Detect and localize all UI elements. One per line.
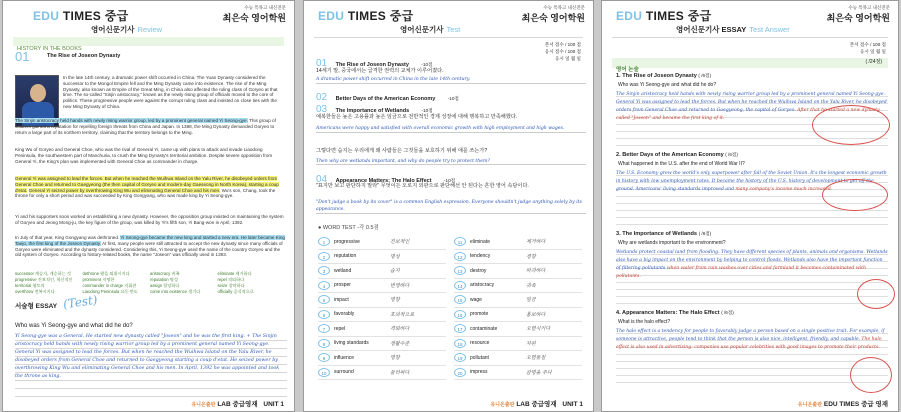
footer-lab: EDU TIMES 중급 영재 — [823, 401, 888, 408]
essay-item-title: The Rise of Joseon Dynasty — [622, 73, 697, 79]
essay-item-heading — [616, 310, 888, 316]
question-title: The Importance of Wetlands — [335, 108, 410, 114]
word-answer-handwritten: 호의적으로 — [390, 311, 415, 318]
page-footer — [191, 399, 284, 408]
meta-label: 응시 점수 — [544, 49, 564, 54]
essay-label: 서술형 ESSAY — [15, 303, 58, 310]
page-footer — [490, 399, 583, 408]
meta-label: 본서 점수 — [544, 42, 564, 47]
brand-level: 중급 — [104, 9, 129, 23]
page-footer — [798, 399, 888, 408]
vocab-item: officially 공식적으로 — [217, 289, 254, 294]
page-essay-answer — [601, 0, 899, 412]
word-answer-handwritten: 홍보하다 — [526, 311, 546, 318]
meta-row — [545, 48, 581, 55]
academy-name: 최은숙 영어학원 — [521, 13, 585, 23]
footer-lab: LAB 중급영재 — [516, 401, 557, 408]
question-number: 03 — [316, 104, 328, 115]
word-row — [318, 351, 446, 366]
essay-item-heading — [616, 152, 888, 158]
essay-item-answer-handwritten — [616, 248, 888, 304]
vocab-item: overthrow 전복시키다 — [15, 289, 55, 294]
essay-item-question: What happened in the U.S. after the end of World War II? — [618, 161, 745, 167]
article-title: The Rise of Joseon Dynasty — [47, 53, 121, 59]
vocab-item: territorial 영토의 — [15, 283, 45, 288]
correction-circle — [850, 357, 892, 393]
meta-value: 월 일 — [875, 49, 886, 54]
word-row — [454, 366, 582, 381]
page-title-text: 영어신문기사 — [400, 25, 444, 34]
word-english: wage — [470, 296, 482, 303]
question-points: -10점 — [444, 178, 456, 183]
word-answer-handwritten: 둘러싸다 — [390, 369, 410, 376]
word-english: living standards — [334, 340, 369, 347]
word-row — [318, 308, 446, 323]
footer-unit: UNIT 1 — [263, 401, 284, 408]
page-title-text: 영어신문기사 ESSAY — [676, 25, 747, 34]
test-stamp: (Test) — [62, 292, 99, 312]
word-row — [318, 322, 446, 337]
brand-logo — [33, 7, 129, 24]
word-answer-handwritten: 임금 — [526, 297, 536, 304]
word-row — [454, 337, 582, 352]
score-meta — [545, 41, 581, 62]
article-para-1: In the late 14th century, a dramatic power shift occurred in China. The Yuan Dynasty considered the successor to the Mongol Empire fell and the Ming Dynasty came into existence. The rise of the Ming Dynasty, also known as Empire of the Great Ming, in China also affected the ruling class of Goryeo at that time. The so-called "Sinjin aristocracy," known as the newly rising group of officials moved to the core of politics. These progressive people were against the corrupt ruling class and insisted on close ties with the new Ming Dynasty of China. — [63, 75, 278, 109]
meta-label: 응시 일 — [859, 49, 875, 54]
tagline: 수능 특목고 내신전문 — [244, 5, 286, 10]
word-number: 8 — [318, 339, 330, 348]
page-header — [304, 1, 593, 23]
highlight-general-yi: General Yi was assigned to lead the forces. But when he reached the Wuihwa Island on the Yalu River, he disobeyed orders from General Choe and returned to Gaegyeong (the then capital of Goryeo and modern-day Gaeseong in North Korea), starting a coup d'etat. — [15, 176, 279, 193]
word-number: 17 — [454, 324, 466, 333]
student-answer: Wetlands protect coastal land from flooding. They have different species of plants, animals and organisms. Wetlands also have a big impact on the environment by helping to control floods. Wetlands also have the important function of filtering pollutants — [616, 250, 888, 271]
answer-handwritten: A dramatic power shift occurred in China in the late 14th century. — [316, 77, 586, 84]
essay-item-question: Why are wetlands important to the environment? — [618, 240, 726, 246]
essay-question: Who was Yi Seong-gye and what did he do? — [15, 323, 133, 329]
vocab-item: commander in charge 지휘관 — [82, 283, 137, 288]
word-number: 13 — [454, 266, 466, 275]
word-row — [318, 250, 446, 265]
student-answer: The Sinjin aristocracy held hands with newly rising warrior group led by a prominent general named Yi Seong-gye. General Yi was assigned to lead the forces. But when he reached the Wuihwa Island on the Yalu River, he disobeyed orders from General Choe and returned to Gaegyeong, the capital of Goryeo. — [616, 92, 887, 113]
word-number: 3 — [318, 266, 330, 275]
article-para-3 — [15, 176, 285, 212]
vocab-item: come into existence 생기다 — [150, 289, 201, 294]
question-title: The Rise of Joseon Dynasty — [335, 62, 409, 68]
academy-name: 최은숙 영어학원 — [222, 13, 286, 23]
essay-item-heading — [616, 73, 888, 79]
question-korean: 14세기 말, 중국에서는 급격한 권력의 교체가 이루어졌다. — [316, 68, 444, 74]
teacher-correction: After that he started a new dynasty called "Joseon" and became the first king of it. — [616, 108, 880, 121]
brand-times: TIMES — [62, 9, 102, 23]
page-kind: Test Answer — [749, 25, 790, 34]
meta-value: / 100 점 — [565, 49, 581, 54]
para-3-tail: Wu's son, Chang, took the throne for only a short period and was succeeded by King Gongyang, who was made king by Yi Seong-gye. — [15, 187, 276, 199]
correction-circle — [812, 105, 890, 145]
word-english: impact — [334, 296, 349, 303]
footer-publisher: 유니온출판 — [191, 402, 216, 408]
brand-edu: EDU — [33, 9, 60, 23]
question-number: 01 — [316, 58, 328, 69]
article-number: 01 — [15, 49, 30, 64]
word-english: influence — [334, 354, 355, 361]
word-english: favorably — [334, 311, 355, 318]
meta-row — [545, 55, 581, 62]
word-number: 5 — [318, 295, 330, 304]
word-english: wetland — [334, 267, 352, 274]
highlight-seized-power: General Yi seized power by overthrowing King Wu and eliminating General Choe and his men. — [28, 187, 221, 193]
page-header — [602, 1, 898, 23]
vocab-grid — [15, 271, 285, 295]
word-number: 10 — [318, 368, 330, 377]
word-number: 4 — [318, 281, 330, 290]
word-number: 6 — [318, 310, 330, 319]
brand-logo — [318, 7, 414, 24]
page-test — [303, 0, 594, 412]
page-title — [400, 24, 460, 35]
brand-times: TIMES — [347, 9, 387, 23]
word-answer-handwritten: 명성 — [390, 253, 400, 260]
word-row — [454, 322, 582, 337]
word-answer-handwritten: 생활수준 — [390, 340, 410, 347]
word-number: 18 — [454, 339, 466, 348]
word-test-label: WORD TEST -각 0.5점 — [322, 225, 379, 231]
essay-item-score: ( /6점) — [721, 310, 734, 315]
essay-item-question: Who was Yi Seong-gye and what did he do? — [618, 82, 717, 88]
para-1-tail: This group of soldiers gained a reputation for repelling foreign threats from China and Japan. In 1388, the Ming Dynasty demanded Goryeo to return a large part of its northern territory, claiming that the territory belongs to the Ming. — [15, 118, 276, 135]
meta-label: 본서 점수 — [849, 42, 869, 47]
word-row — [318, 264, 446, 279]
question-title: Better Days of the American Economy — [335, 96, 436, 102]
word-number: 11 — [454, 237, 466, 246]
word-answer-handwritten: 영향 — [390, 297, 400, 304]
essay-item-number: 1. — [616, 73, 621, 79]
word-answer-handwritten: 자원 — [526, 340, 536, 347]
word-answer-handwritten: 오염물질 — [526, 355, 546, 362]
teacher-correction: when water from rain washes over cities and farmland it becomes contaminated with pollutants. — [616, 266, 866, 279]
article-para-5 — [15, 235, 285, 269]
word-answer-handwritten: 오염시키다 — [526, 326, 551, 333]
word-answer-handwritten: 번영하다 — [390, 282, 410, 289]
meta-row — [850, 41, 886, 48]
word-number: 19 — [454, 353, 466, 362]
essay-item — [616, 231, 888, 310]
vocab-item: progressive 진보적인, 혁신적인 — [15, 277, 73, 282]
tagline: 수능 특목고 내신전문 — [848, 5, 890, 10]
answer-handwritten: Americans were happy and satisfied with overall economic growth with high employment and high wages. — [316, 125, 586, 133]
page-title — [676, 24, 790, 35]
section-label: 영어 논술 — [616, 67, 639, 73]
page-header — [3, 1, 294, 23]
word-english: contaminate — [470, 325, 498, 332]
word-answer-handwritten: 진보적인 — [390, 239, 410, 246]
word-row — [318, 279, 446, 294]
question-number: 04 — [316, 174, 328, 185]
vocab-item: Liaodong Peninsula 요동 반도 — [82, 289, 138, 294]
word-answer-handwritten: 제거하다 — [526, 239, 546, 246]
essay-item-number: 2. — [616, 152, 621, 158]
footer-publisher: 유니온출판 — [490, 402, 515, 408]
question-points: -10점 — [447, 96, 459, 101]
brand-edu: EDU — [616, 9, 643, 23]
total-score: ( /24점) — [865, 59, 882, 65]
word-number: 9 — [318, 353, 330, 362]
word-english: tendency — [470, 253, 491, 260]
article-para-4: Yi and his supporters soon worked on establishing a new dynasty. However, the opposition group insisted on maintaining the system of Goryeo and Jeong Mong-ju, the key figure of the group, was killed by Yi's fifth son, Yi Bang-won in April, 1392. — [15, 214, 284, 225]
vocab-item: dethrone 왕을 퇴위시키다 — [82, 271, 130, 276]
question-title: Appearance Matters: The Halo Effect — [335, 178, 432, 184]
word-row — [454, 293, 582, 308]
brand-level: 중급 — [389, 9, 414, 23]
essay-item-title: Appearance Matters: The Halo Effect — [622, 310, 720, 316]
word-row — [454, 250, 582, 265]
meta-row — [545, 41, 581, 48]
word-english: resource — [470, 340, 490, 347]
article-para-1-cont — [15, 118, 285, 142]
word-english: reputation — [334, 253, 357, 260]
answer-handwritten: "Don't judge a book by its cover" is a common English expression. Everyone shouldn't judge anything solely by its appearance. — [316, 199, 586, 214]
vocab-item: aristocracy 귀족 — [150, 271, 180, 276]
word-english: eliminate — [470, 238, 491, 245]
page-title — [91, 24, 162, 35]
word-number: 20 — [454, 368, 466, 377]
word-english: pollutant — [470, 354, 489, 361]
word-english: aristocracy — [470, 282, 495, 289]
section-bar — [13, 37, 284, 52]
footer-publisher: 유니온출판 — [797, 402, 823, 408]
word-number: 7 — [318, 324, 330, 333]
question-korean: "표지만 보고 판단하지 말라" 무엇이든 오로지 외관으로 판단해선 안 된다는 흔한 영어 속담이다. — [316, 183, 529, 189]
word-english: prosper — [334, 282, 351, 289]
word-answer-handwritten: 감명을 주다 — [526, 369, 552, 376]
vocab-item: eliminate 제거하다 — [217, 271, 252, 276]
essay-item-score: ( /6점) — [698, 231, 712, 236]
teacher-correction: The halo effect is also used in advertising: companies use popular celebrities with good images to promote their products. — [616, 337, 882, 350]
footer-lab: LAB 중급영재 — [217, 401, 258, 408]
divider — [612, 37, 888, 38]
word-row — [454, 279, 582, 294]
essay-item-answer-handwritten — [616, 327, 888, 383]
word-row — [454, 235, 582, 250]
word-number: 16 — [454, 310, 466, 319]
para-5-head: In July of that year, King Gongyang was dethroned. — [15, 235, 120, 240]
tagline: 수능 특목고 내신전문 — [543, 5, 585, 10]
highlight-sinjin: The Sinjin aristocracy held hands with newly rising warrior group, led by a prominent general named Yi Seong-gye. — [15, 118, 248, 123]
vocab-item: seize 장악하다 — [217, 283, 245, 288]
correction-circle — [857, 279, 895, 309]
word-row — [318, 293, 446, 308]
academy-name: 최은숙 영어학원 — [826, 13, 890, 23]
word-row — [454, 308, 582, 323]
question-korean: 예복한들은 높은 고용률과 높은 임금으로 전반적인 경제 성장에 대해 행복하고 만족해했다. — [316, 114, 518, 120]
word-english: repel — [334, 325, 346, 332]
question-number: 02 — [316, 92, 328, 103]
word-english: destroy — [470, 267, 487, 274]
essay-item-title: The Importance of Wetlands — [622, 231, 698, 237]
word-answer-handwritten: 경향 — [526, 253, 536, 260]
student-answer: The U.S. Economy grew the world's only superpower after fall of the Soviet Union. It's the longest economic growth in history with low unemployment rates. It became the history of the U.S. history of development to get off the ground. Americans' living standards improved and — [616, 171, 887, 192]
word-list-left — [318, 235, 446, 380]
essay-item-score: ( /6점) — [725, 152, 738, 157]
score-meta — [850, 41, 886, 55]
word-english: impress — [470, 369, 488, 376]
word-answer-handwritten: 영향 — [390, 355, 400, 362]
page-kind: Test — [446, 25, 461, 34]
word-number: 15 — [454, 295, 466, 304]
word-answer-handwritten: 귀족 — [526, 282, 536, 289]
word-test-heading — [318, 223, 379, 231]
essay-item-title: Better Days of the American Economy — [622, 152, 724, 158]
word-english: promote — [470, 311, 489, 318]
vocab-item: reputation 명성 — [150, 277, 178, 282]
student-answer: The halo effect is a tendency for people to favorably judge a person based on a single positive trait. For example, if someone is attractive, people tend to think that the person is also nice, intelligent, friendly, and capable. — [616, 329, 885, 342]
vocab-item: prominent 저명한 — [82, 277, 115, 282]
word-row — [318, 235, 446, 250]
teacher-correction: many company's income much increased. — [735, 187, 833, 192]
essay-item-number: 3. — [616, 231, 621, 237]
vocab-item: successor 계승자, 계승하는 것 — [15, 271, 71, 276]
brand-logo — [616, 7, 712, 24]
brand-level: 중급 — [687, 9, 712, 23]
vocab-item: assign 할당하다 — [150, 283, 180, 288]
footer-unit: UNIT 1 — [562, 401, 583, 408]
word-row — [454, 351, 582, 366]
question-points: -10점 — [421, 62, 433, 67]
page-title-text: 영어신문기사 — [91, 25, 135, 34]
meta-row — [850, 48, 886, 55]
para-5-tail: At first, many people were still attracted to accept the new dynasty since many officials of Goryeo were eliminated and the dynasty considered. Considering this, Yi Seong-gye used the name of the country Goryeo and the old system of Goryeo. According to history-related books, the name "Joseon" was officially used in 1393. — [15, 240, 283, 258]
brand-times: TIMES — [645, 9, 685, 23]
highlight-new-king: Yi Seong-gye became the new king and started a new era. He later became King Taejo, the first king of the Joseon Dynasty. — [15, 235, 285, 246]
essay-answer-handwritten: Yi Seong-gye was a General. He started new dynasty called "Joseon" and he was the first king. + The Sinjin aristocracy held hands with newly rising warrior group led by a prominent general named Yi Seong-gye. General Yi was assigned to lead the forces. But when he reached the Wuihwa Island on the Yalu River, he disobeyed orders from General Choe and returned to Gaegyeong starting a coup d'etat. He seized power by overthrowing King Wu and eliminating General Choe and his men. In April, 1392 he was appointed and took the throne as king. — [15, 333, 287, 397]
essay-item-heading — [616, 231, 888, 237]
meta-value: / 100 점 — [870, 42, 886, 47]
divider — [314, 37, 583, 38]
brand-edu: EDU — [318, 9, 345, 23]
page-kind: Review — [137, 25, 163, 34]
section-label: HISTORY IN THE BOOKS — [17, 46, 82, 52]
vocab-row — [15, 289, 285, 295]
word-answer-handwritten: 격퇴하다 — [390, 326, 410, 333]
word-row — [318, 366, 446, 381]
word-english: progressive — [334, 238, 360, 245]
essay-item — [616, 310, 888, 389]
essay-item-question: What is the halo effect? — [618, 319, 671, 325]
word-answer-handwritten: 습지 — [390, 268, 400, 275]
word-number: 12 — [454, 252, 466, 261]
word-row — [454, 264, 582, 279]
meta-label: 응시 일 — [554, 56, 570, 61]
word-number: 2 — [318, 252, 330, 261]
vocab-item: repel 격퇴하다 — [217, 277, 245, 282]
meta-value: / 100 점 — [565, 42, 581, 47]
question-points: -10점 — [421, 108, 433, 113]
meta-value: 월 일 — [570, 56, 581, 61]
word-number: 14 — [454, 281, 466, 290]
page-review — [2, 0, 295, 412]
essay-item-score: ( /6점) — [698, 73, 712, 78]
word-row — [318, 337, 446, 352]
word-english: surround — [334, 369, 354, 376]
article-para-2: King Wu of Goryeo and General Choe, who was the rival of General Yi, came up with plans to attack and invade Liaodong Peninsula, the southwestern part of Manchuria, to crush the Ming Dynasty's territorial ambition. Despite severe opposition from General Yi, the King's plan was implemented with General Choe as commander in charge. — [15, 147, 273, 164]
essay-item-number: 4. — [616, 310, 621, 316]
bullet-icon: ● — [318, 225, 322, 231]
answer-handwritten: Then why are wetlands important, and why do people try to protect them? — [316, 159, 586, 165]
question-korean: 그렇다면 습지는 우리에게 왜 사람들은 그것들을 보호하기 위해 애를 쓰는가? — [316, 148, 488, 154]
correction-circle — [822, 179, 888, 211]
word-answer-handwritten: 파괴하다 — [526, 268, 546, 275]
section-bar — [612, 58, 888, 73]
word-list-right — [454, 235, 582, 380]
word-number: 1 — [318, 237, 330, 246]
